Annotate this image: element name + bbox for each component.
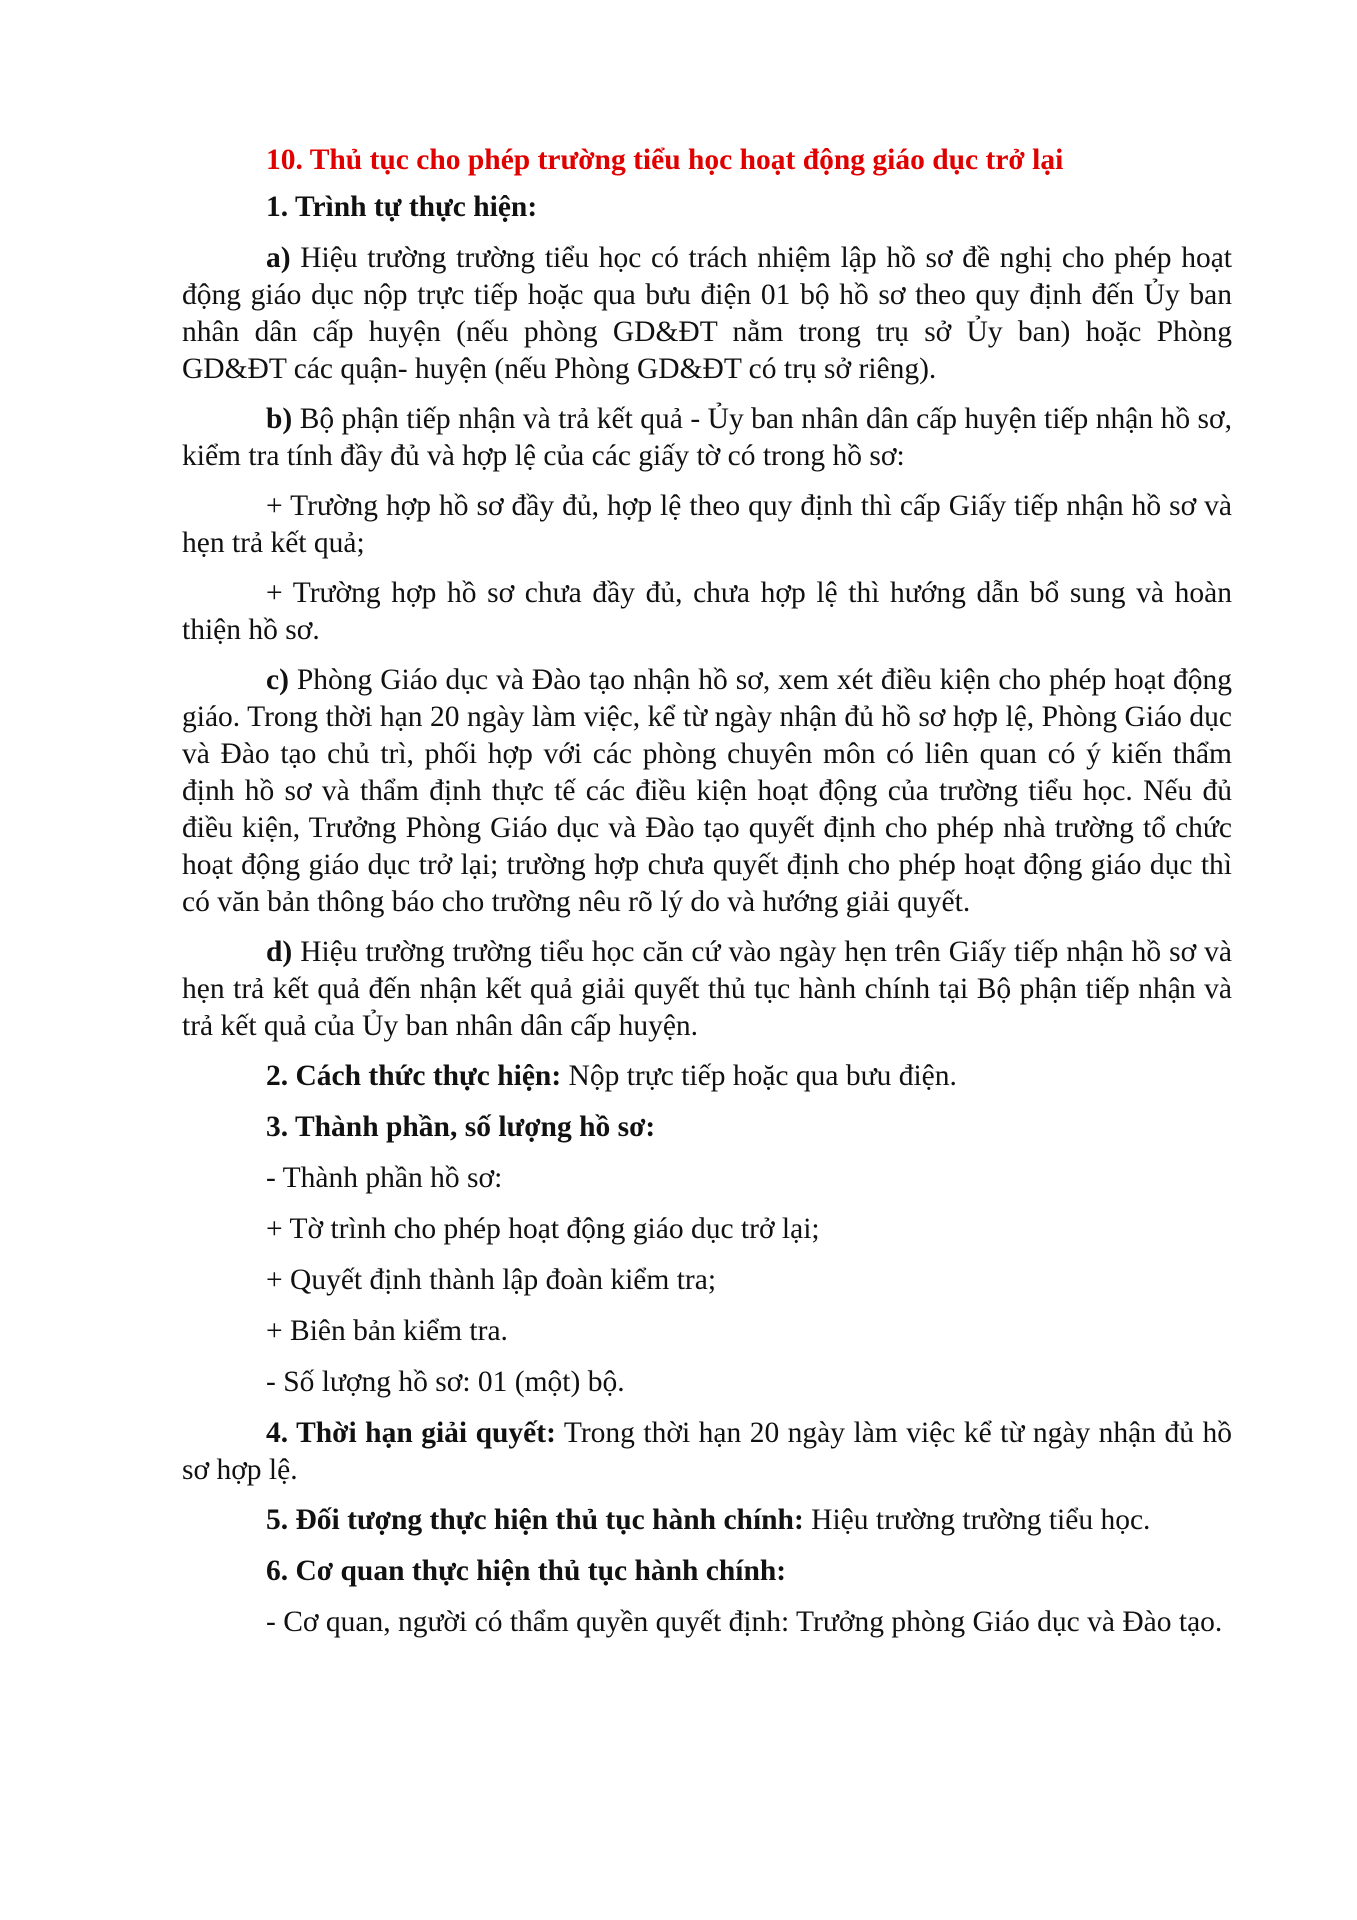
section-2-heading: 2. Cách thức thực hiện: — [266, 1060, 562, 1092]
step-b-label: b) — [266, 403, 293, 435]
section-4-paragraph — [182, 1415, 1232, 1489]
step-b-item-1: + Trường hợp hồ sơ đầy đủ, hợp lệ theo quy định thì cấp Giấy tiếp nhận hồ sơ và hẹn trả kết quả; — [182, 490, 1232, 559]
section-3-line-5: - Số lượng hồ sơ: 01 (một) bộ. — [266, 1366, 625, 1398]
section-6-heading — [182, 1553, 1232, 1590]
section-3-line-3: + Quyết định thành lập đoàn kiểm tra; — [266, 1264, 717, 1296]
section-4-heading: 4. Thời hạn giải quyết: — [266, 1417, 556, 1449]
section-1-heading — [182, 189, 1232, 226]
step-a-paragraph — [182, 240, 1232, 388]
section-3-line-4: + Biên bản kiểm tra. — [266, 1315, 508, 1347]
section-3-heading-text: 3. Thành phần, số lượng hồ sơ: — [266, 1111, 656, 1143]
step-c-label: c) — [266, 664, 289, 696]
section-5-text: Hiệu trường trường tiểu học. — [803, 1504, 1151, 1536]
step-d-text: Hiệu trường trường tiểu học căn cứ vào ngày hẹn trên Giấy tiếp nhận hồ sơ và hẹn trả kết quả đến nhận kết quả giải quyết thủ tục hành chính tại Bộ phận tiếp nhận và trả kết quả của Ủy ban nhân dân cấp huyện. — [182, 936, 1232, 1042]
section-3-line-2: + Tờ trình cho phép hoạt động giáo dục trở lại; — [266, 1213, 820, 1245]
step-c-text: Phòng Giáo dục và Đào tạo nhận hồ sơ, xem xét điều kiện cho phép hoạt động giáo. Trong thời hạn 20 ngày làm việc, kể từ ngày nhận đủ hồ sơ hợp lệ, Phòng Giáo dục và Đào tạo chủ trì, phối hợp với các phòng chuyên môn có liên quan có ý kiến thẩm định hồ sơ và thẩm định thực tế các điều kiện hoạt động của trường tiểu học. Nếu đủ điều kiện, Trưởng Phòng Giáo dục và Đào tạo quyết định cho phép nhà trường tổ chức hoạt động giáo dục trở lại; trường hợp chưa quyết định cho phép hoạt động giáo dục thì có văn bản thông báo cho trường nêu rõ lý do và hướng giải quyết. — [182, 664, 1232, 918]
step-a-label: a) — [266, 242, 291, 274]
document-page — [182, 142, 1232, 1654]
section-3-heading — [182, 1109, 1232, 1146]
section-3-line-1: - Thành phần hồ sơ: — [266, 1162, 503, 1194]
section-1-heading-text: 1. Trình tự thực hiện: — [266, 191, 538, 223]
step-b-text: Bộ phận tiếp nhận và trả kết quả - Ủy ban nhân dân cấp huyện tiếp nhận hồ sơ, kiểm tra tính đầy đủ và hợp lệ của các giấy tờ có trong hồ sơ: — [182, 403, 1232, 472]
section-4-text: Trong thời hạn 20 ngày làm việc kể từ ngày nhận đủ hồ sơ hợp lệ. — [182, 1417, 1232, 1486]
step-a-text: Hiệu trường trường tiểu học có trách nhiệm lập hồ sơ đề nghị cho phép hoạt động giáo dục nộp trực tiếp hoặc qua bưu điện 01 bộ hồ sơ theo quy định đến Ủy ban nhân dân cấp huyện (nếu phòng GD&ĐT nằm trong trụ sở Ủy ban) hoặc Phòng GD&ĐT các quận- huyện (nếu Phòng GD&ĐT có trụ sở riêng). — [182, 242, 1232, 385]
section-2-paragraph — [182, 1058, 1232, 1095]
step-b-item-2: + Trường hợp hồ sơ chưa đầy đủ, chưa hợp lệ thì hướng dẫn bổ sung và hoàn thiện hồ sơ. — [182, 577, 1232, 646]
document-title: 10. Thủ tục cho phép trường tiểu học hoạt động giáo dục trở lại — [266, 144, 1064, 176]
section-5-paragraph — [182, 1502, 1232, 1539]
section-5-heading: 5. Đối tượng thực hiện thủ tục hành chính: — [266, 1504, 804, 1536]
section-6-heading-text: 6. Cơ quan thực hiện thủ tục hành chính: — [266, 1555, 787, 1587]
section-2-text: Nộp trực tiếp hoặc qua bưu điện. — [561, 1060, 957, 1092]
step-c-paragraph — [182, 662, 1232, 921]
step-d-paragraph — [182, 934, 1232, 1045]
step-d-label: d) — [266, 936, 293, 968]
step-b-paragraph — [182, 401, 1232, 475]
section-6-text: - Cơ quan, người có thẩm quyền quyết định: Trưởng phòng Giáo dục và Đào tạo. — [266, 1606, 1223, 1638]
